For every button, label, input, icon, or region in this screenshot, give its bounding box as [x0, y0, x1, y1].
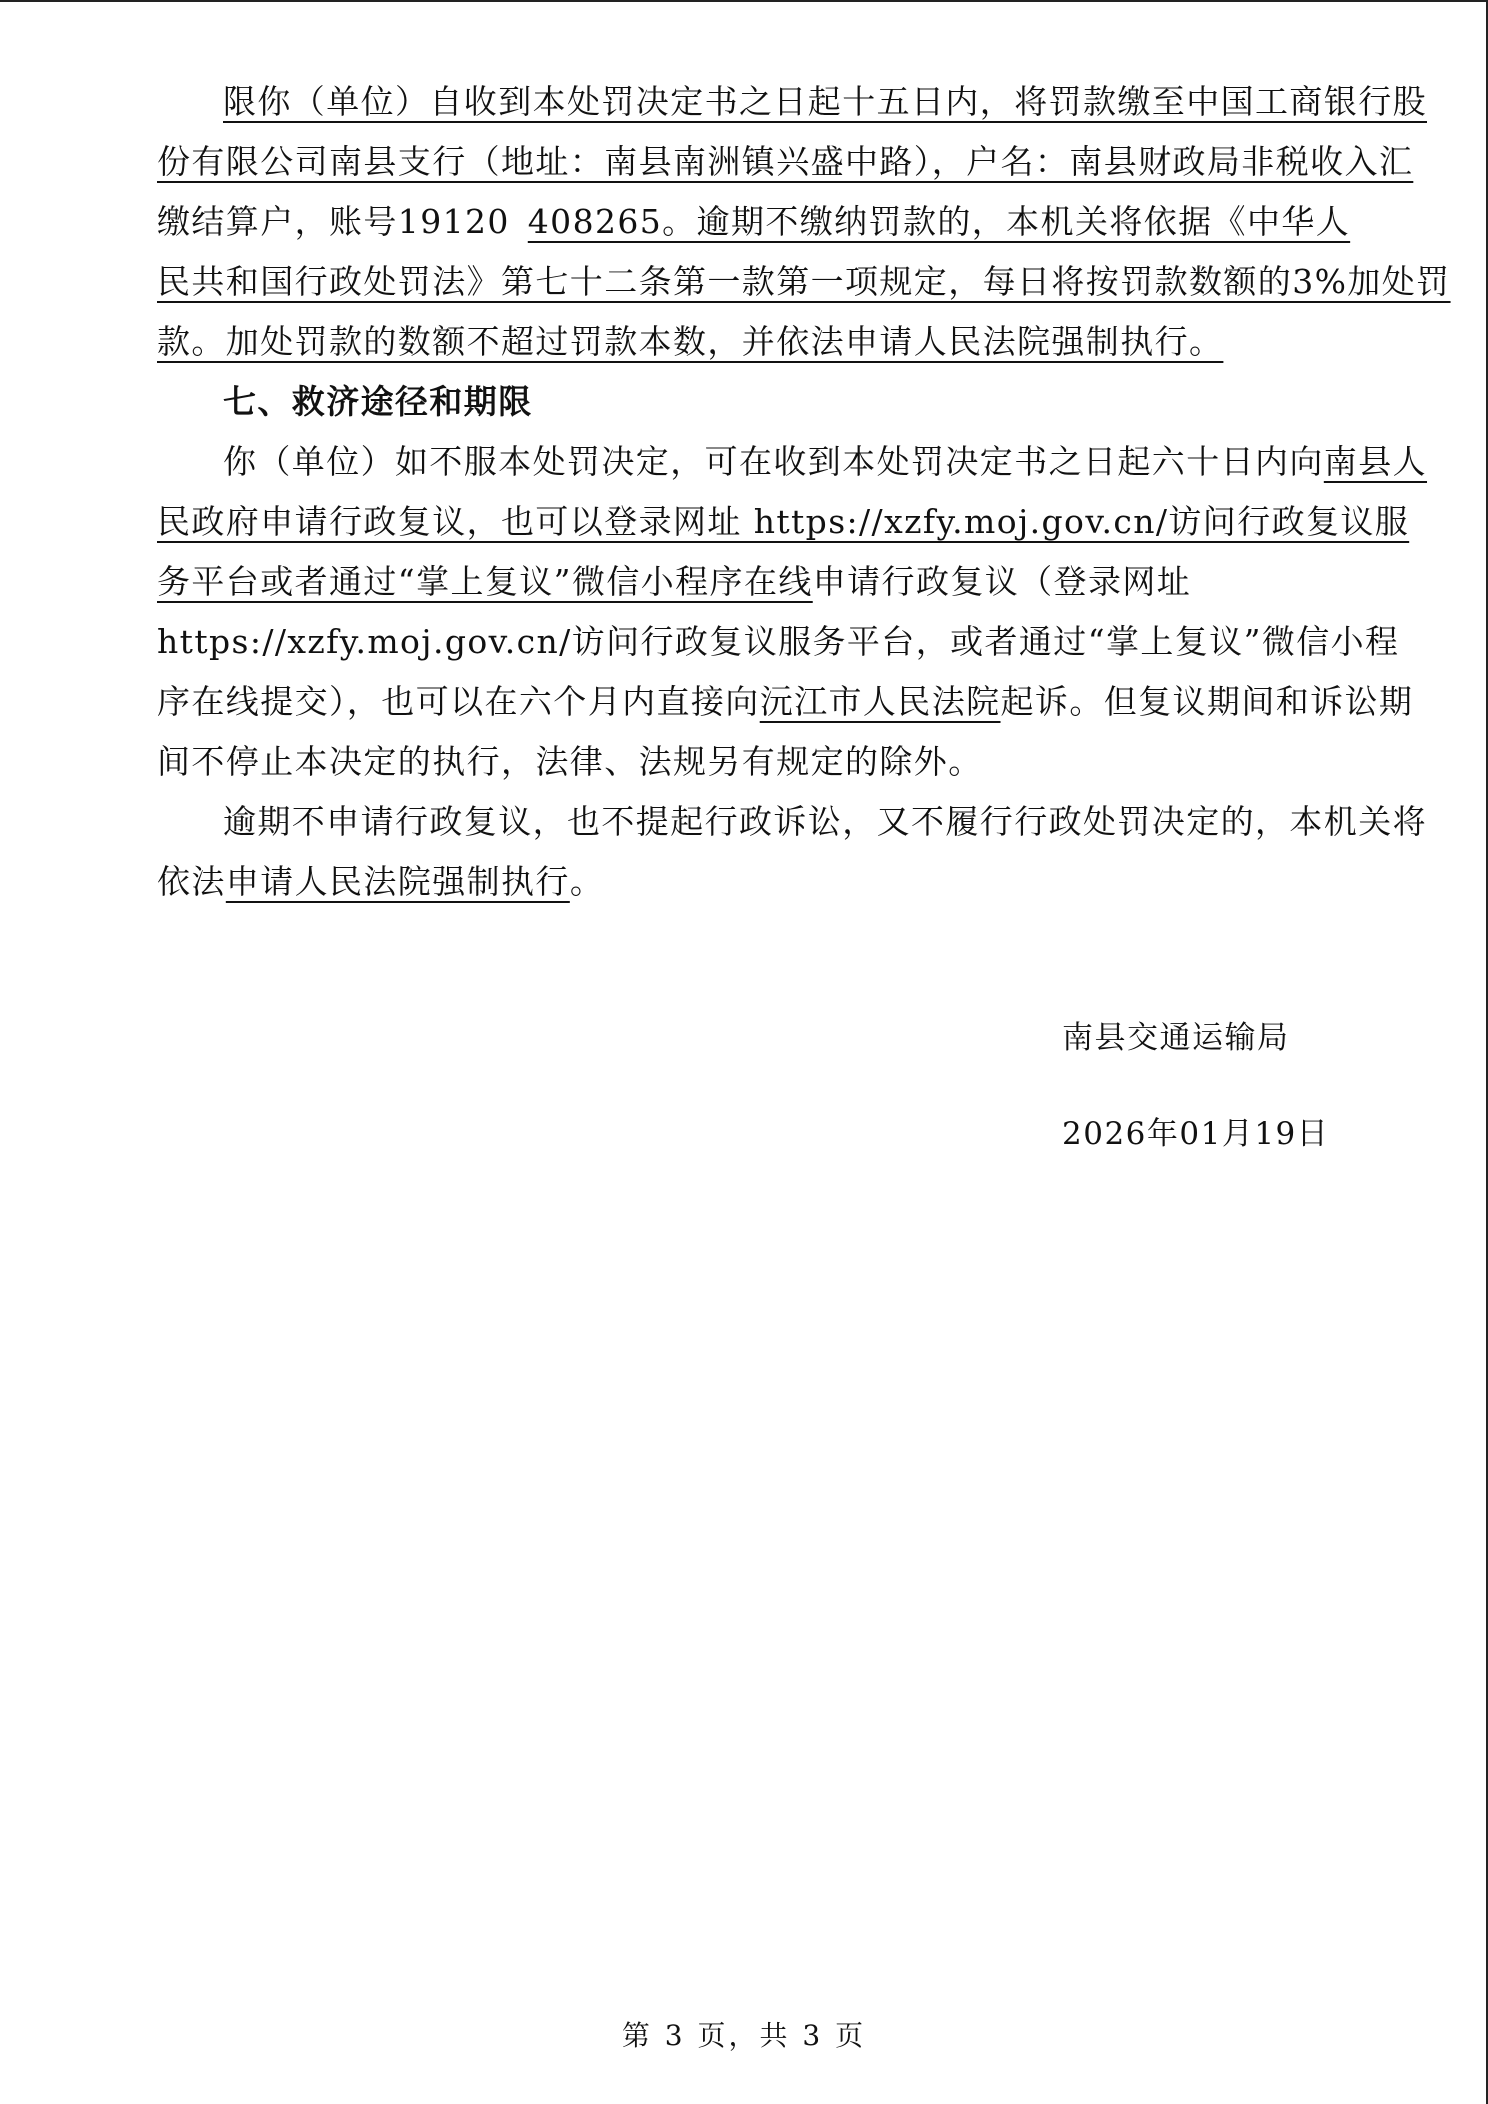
enforcement-text: 。	[569, 862, 605, 901]
remedy-line-4	[157, 612, 1407, 672]
remedy-text-underlined: 南县人	[1323, 442, 1428, 481]
enforcement-line-2	[157, 852, 1407, 912]
signing-agency: 南县交通运输局	[1062, 1020, 1290, 1056]
payment-text: 份有限公司南县支行（地址：南县南洲镇兴盛中路），户名：南县财政局非税收入汇	[157, 142, 1414, 181]
remedy-line-3	[157, 552, 1407, 612]
remedy-text-underlined: 务平台或者通过“掌上复议”微信小程序在线	[157, 562, 813, 601]
payment-text: 限你（单位）自收到本处罚决定书之日起十五日内，将罚款缴至中国工商银行股	[223, 82, 1427, 121]
enforcement-text: 逾期不申请行政复议，也不提起行政诉讼，又不履行行政处罚决定的，本机关将	[223, 802, 1427, 841]
enforcement-line-1	[157, 792, 1427, 852]
page-edge-top	[0, 0, 1488, 2]
payment-line-2	[157, 132, 1414, 192]
remedy-line-5	[157, 672, 1414, 732]
document-body	[157, 72, 1451, 912]
remedy-line-2	[157, 492, 1410, 552]
payment-account-prefix: 缴结算户，账号19120	[157, 202, 510, 241]
remedy-line-1	[157, 432, 1428, 492]
court-name: 沅江市人民法院	[759, 682, 1001, 721]
remedy-text: 序在线提交），也可以在六个月内直接向	[157, 682, 760, 721]
page-number: 第 3 页，共 3 页	[621, 2019, 867, 2052]
payment-text: 408265。逾期不缴纳罚款的，本机关将依据《中华人	[527, 202, 1351, 241]
payment-line-4	[157, 252, 1451, 312]
remedy-text-underlined: 民政府申请行政复议，也可以登录网址 https://xzfy.moj.gov.cn/访问行政复议服	[157, 502, 1410, 541]
payment-text: 款。加处罚款的数额不超过罚款本数，并依法申请人民法院强制执行。	[157, 322, 1224, 361]
payment-text: 民共和国行政处罚法》第七十二条第一款第一项规定，每日将按罚款数额的3%加处罚	[157, 262, 1451, 301]
enforcement-text: 依法	[157, 862, 226, 901]
remedy-text: https://xzfy.moj.gov.cn/访问行政复议服务平台，或者通过“掌上复议”微信小程	[157, 622, 1400, 661]
signing-date: 2026年01月19日	[1062, 1116, 1330, 1152]
remedy-text: 间不停止本决定的执行，法律、法规另有规定的除外。	[157, 742, 983, 781]
remedy-text: 申请行政复议（登录网址	[812, 562, 1192, 601]
payment-line-3	[157, 192, 1407, 252]
remedy-text: 起诉。但复议期间和诉讼期	[1000, 682, 1414, 721]
enforcement-text-underlined: 申请人民法院强制执行	[225, 862, 570, 901]
remedy-line-6	[157, 732, 1407, 792]
section-heading: 七、救济途径和期限	[223, 382, 533, 421]
payment-line-5	[157, 312, 1407, 372]
payment-line-1	[157, 72, 1427, 132]
remedy-text: 你（单位）如不服本处罚决定，可在收到本处罚决定书之日起六十日内向	[223, 442, 1324, 481]
